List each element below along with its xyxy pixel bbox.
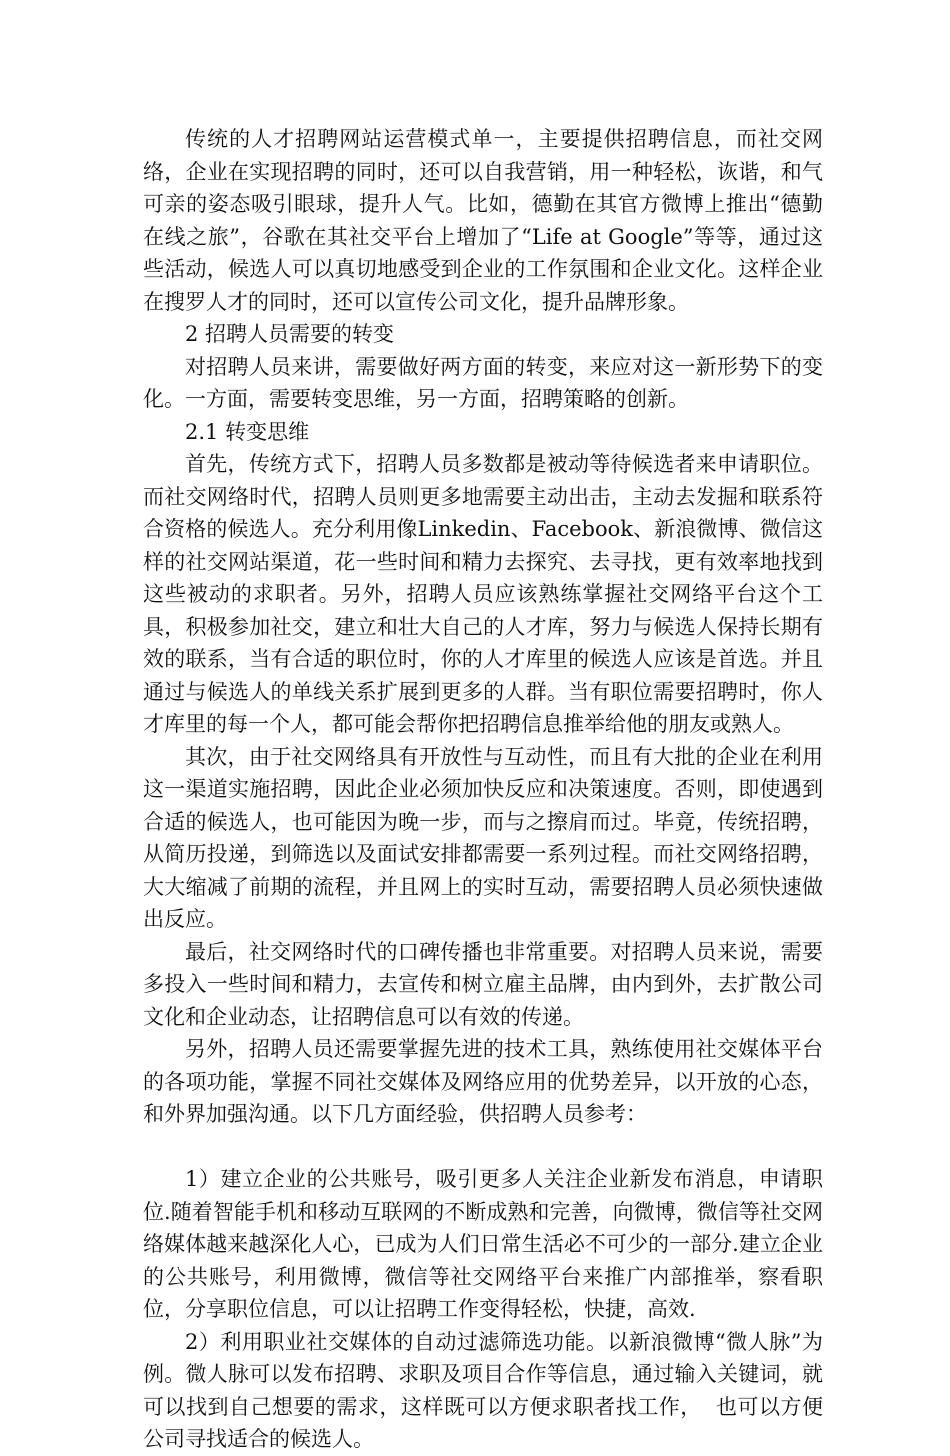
paragraph-last: 最后，社交网络时代的口碑传播也非常重要。对招聘人员来说，需要多投入一些时间和精力，去宣传和树立雇主品牌，由内到外，去扩散公司文化和企业动态，让招聘信息可以有效的传递。: [143, 939, 823, 1029]
paragraph-intro: 传统的人才招聘网站运营模式单一，主要提供招聘信息，而社交网络，企业在实现招聘的同时，还可以自我营销，用一种轻松，诙谐，和气可亲的姿态吸引眼球，提升人气。比如，德勤在其官方微博上推出“德勤在线之旅”，谷歌在其社交平台上增加了“Life at Google”等等，通过这些活动，候选人可以真切地感受到企业的工作氛围和企业文化。这样企业在搜罗人才的同时，还可以宣传公司文化，提升品牌形象。: [143, 127, 823, 314]
list-item-2: 2）利用职业社交媒体的自动过滤筛选功能。以新浪微博“微人脉”为例。微人脉可以发布招聘、求职及项目合作等信息，通过输入关键词，就可以找到自己想要的需求，这样既可以方便求职者找工作， 也可以方便公司寻找适合的候选人。: [143, 1329, 823, 1451]
paragraph-second: 其次，由于社交网络具有开放性与互动性，而且有大批的企业在利用这一渠道实施招聘，因此企业必须加快反应和决策速度。否则，即使遇到合适的候选人，也可能因为晚一步，而与之擦肩而过。毕竟，传统招聘，从简历投递，到筛选以及面试安排都需要一系列过程。而社交网络招聘，大大缩减了前期的流程，并且网上的实时互动，需要招聘人员必须快速做出反应。: [143, 744, 823, 931]
section-heading-2: 2 招聘人员需要的转变: [185, 322, 395, 346]
paragraph-section-2: 对招聘人员来讲，需要做好两方面的转变，来应对这一新形势下的变化。一方面，需要转变思维，另一方面，招聘策略的创新。: [143, 354, 823, 411]
paragraph-additional: 另外，招聘人员还需要掌握先进的技术工具，熟练使用社交媒体平台的各项功能，掌握不同社交媒体及网络应用的优势差异，以开放的心态，和外界加强沟通。以下几方面经验，供招聘人员参考：: [143, 1037, 823, 1126]
section-heading-2-1: 2.1 转变思维: [185, 419, 310, 444]
list-item-1: 1）建立企业的公共账号，吸引更多人关注企业新发布消息，申请职位.随着智能手机和移动互联网的不断成熟和完善，向微博，微信等社交网络媒体越来越深化人心，已成为人们日常生活必不可少的一部分.建立企业的公共账号，利用微博，微信等社交网络平台来推广内部推举，察看职位，分享职位信息，可以让招聘工作变得轻松，快捷，高效.: [143, 1167, 823, 1321]
document-body: [143, 123, 823, 1456]
blank-line: [143, 1131, 823, 1164]
paragraph-first: 首先，传统方式下，招聘人员多数都是被动等待候选者来申请职位。而社交网络时代，招聘人员则更多地需要主动出击，主动去发掘和联系符合资格的候选人。充分利用像Linkedin、Facebook、新浪微博、微信这样的社交网站渠道，花一些时间和精力去探究、去寻找，更有效率地找到这些被动的求职者。另外，招聘人员应该熟练掌握社交网络平台这个工具，积极参加社交，建立和壮大自己的人才库，努力与候选人保持长期有效的联系，当有合适的职位时，你的人才库里的候选人应该是首选。并且通过与候选人的单线关系扩展到更多的人群。当有职位需要招聘时，你人才库里的每一个人，都可能会帮你把招聘信息推举给他的朋友或熟人。: [143, 452, 823, 736]
